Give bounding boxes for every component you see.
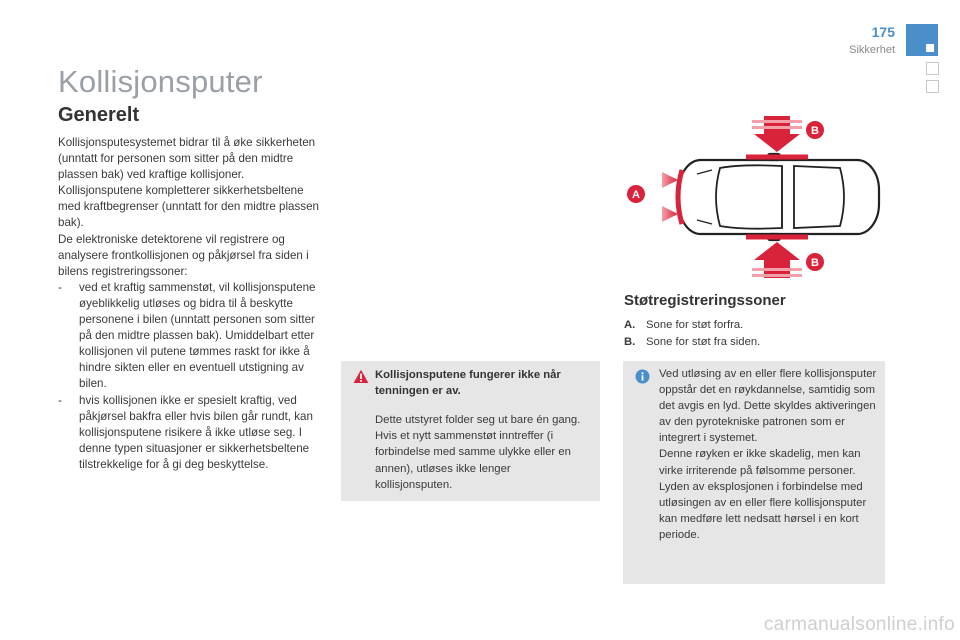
section-name: Sikkerhet	[849, 44, 895, 56]
info-text: Ved utløsing av en eller flere kollisjonsputer oppstår det en røykdannelse, samtidig som det avgis en lyd. Dette skyldes aktiveringen av den pyrotekniske patronen som er integrert i systemet. Denne røyken er ikke skadelig, men kan virke irriterende på følsomme personer. Lyden av eksplosjonen i forbindelse med utløsingen av en eller flere kollisjonsputer kan medføre lett nedsatt hørsel i en kort periode.	[659, 368, 877, 541]
marker-b-top	[806, 121, 824, 139]
car-outline	[679, 154, 879, 240]
warning-text: Dette utstyret folder seg ut bare én gang. Hvis et nytt sammenstøt inntreffer (i forbindelse med samme ulykke eller en annen), utløses ikke lenger kollisjonsputen.	[375, 414, 581, 491]
side-impact-zone-top	[746, 116, 808, 157]
warning-heading: Kollisjonsputene fungerer ikke når tenningen er av.	[375, 369, 561, 397]
page-title: Kollisjonsputer	[58, 64, 263, 99]
warning-icon	[353, 369, 369, 384]
detection-list	[58, 280, 320, 473]
list-item: - hvis kollisjonen ikke er spesielt kraftig, ved påkjørsel bakfra eller hvis bilen går rundt, kan kollisjonsputene risikere å ikke utløse seg. I denne typen situasjoner er sikkerhetsbeltene tilstrekkelige for å gi deg beskyttelse.	[58, 393, 313, 471]
marker-b-bottom	[806, 253, 824, 271]
detector-paragraph: De elektroniske detektorene vil registrere og analysere frontkollisjonen og påkjørsel fra siden i bilens registreringssoner:	[58, 232, 309, 278]
section-tab-empty	[926, 80, 939, 93]
body-text	[58, 135, 320, 473]
info-box	[623, 361, 885, 584]
warning-box	[341, 361, 600, 501]
zone-item-b: B. Sone for støt fra siden.	[624, 336, 761, 348]
svg-text:A: A	[632, 189, 640, 201]
intro-paragraph: Kollisjonsputesystemet bidrar til å øke sikkerheten (unntatt for personen som sitter på den midtre plassen bak) ved kraftige kollisjoner. Kollisjonsputene kompletterer sikkerhetsbeltene med kraftbegrenser (unntatt for den midtre plassen bak).	[58, 136, 319, 230]
impact-zone-diagram	[622, 112, 892, 282]
section-tab-active	[906, 24, 938, 56]
watermark: carmanualsonline.info	[763, 614, 955, 635]
side-impact-zone-bottom	[746, 237, 808, 278]
zones-title: Støtregistreringssoner	[624, 292, 786, 309]
svg-text:B: B	[811, 257, 819, 269]
svg-text:B: B	[811, 125, 819, 137]
tab-dot	[926, 44, 934, 52]
page-number: 175	[871, 24, 895, 40]
marker-a	[627, 185, 645, 203]
front-impact-zone	[658, 170, 682, 224]
zone-item-a: A. Sone for støt forfra.	[624, 319, 744, 331]
section-tab-empty	[926, 62, 939, 75]
section-subtitle: Generelt	[58, 104, 140, 126]
info-icon	[635, 369, 650, 384]
list-item: - ved et kraftig sammenstøt, vil kollisjonsputene øyeblikkelig utløses og bidra til å beskytte personene i bilen (unntatt personen som sitter på den midtre plassen bak). Umiddelbart etter kollisjonen vil putene tømmes raskt for ikke å hindre sikten eller en eventuell utstigning av bilen.	[58, 280, 316, 391]
